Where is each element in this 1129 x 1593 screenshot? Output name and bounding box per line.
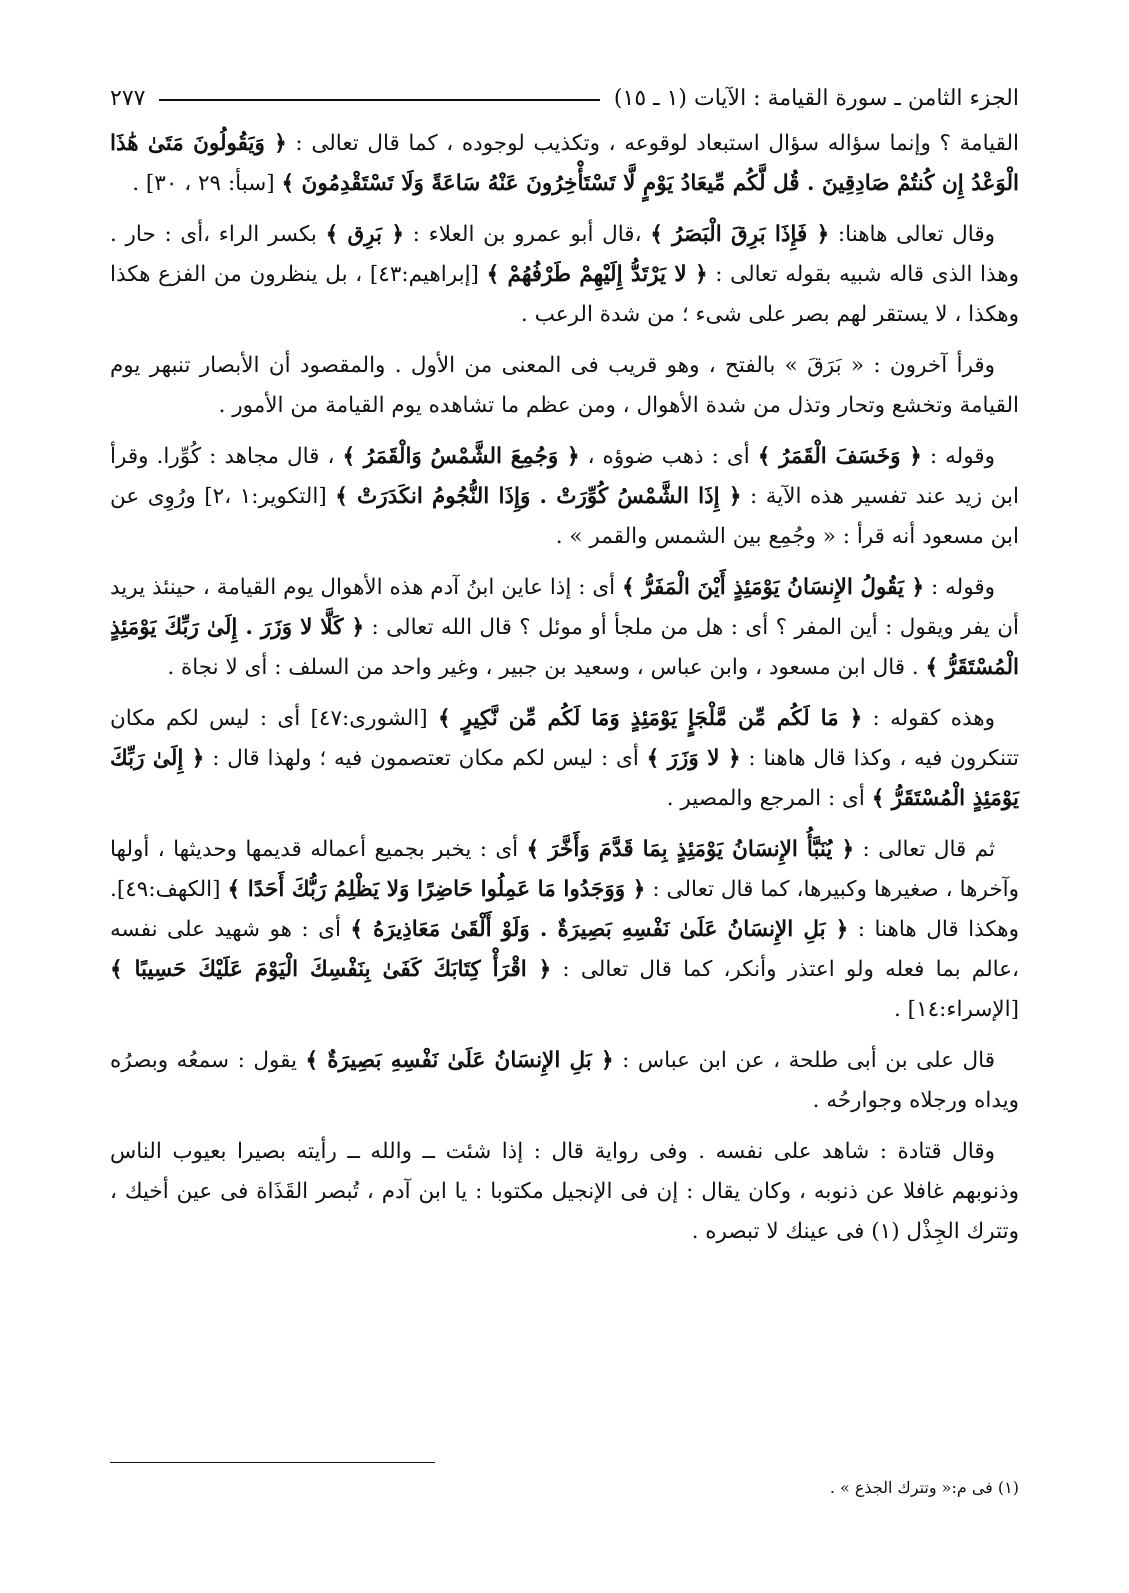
- quran-quote: ﴿ اقْرَأْ كِتَابَكَ كَفَىٰ بِنَفْسِكَ الْيَوْمَ عَلَيْكَ حَسِيبًا ﴾: [110, 957, 552, 982]
- text-run: [الإسراء:١٤] .: [894, 997, 1019, 1022]
- quran-quote: ﴿ وَجُمِعَ الشَّمْسُ وَالْقَمَرُ ﴾: [342, 444, 580, 469]
- text-run: وهذه كقوله :: [862, 706, 995, 731]
- paragraph: [110, 699, 1019, 819]
- paragraph: [110, 346, 1019, 426]
- quran-quote: ﴿ مَا لَكُم مِّن مَّلْجَإٍ يَوْمَئِذٍ وَمَا لَكُم مِّن نَّكِيرٍ ﴾: [437, 706, 863, 731]
- text-run: أى : ليس لكم مكان تعتصمون فيه ؛ ولهذا قال :: [204, 746, 647, 771]
- text-run: ، قال مجاهد : كُوِّرا. وقرأ ابن زيد عند تفسير هذه الآية :: [110, 444, 1020, 509]
- quran-quote: ﴿ وَخَسَفَ الْقَمَرُ ﴾: [757, 444, 922, 469]
- paragraph: [110, 568, 1019, 688]
- quran-quote: ﴿ لا وَزَرَ ﴾: [646, 746, 741, 771]
- quran-quote: ﴿ إِلَىٰ رَبِّكَ يَوْمَئِذٍ الْمُسْتَقَرُّ ﴾: [110, 746, 1019, 811]
- quran-quote: ﴿ بَرِق ﴾: [325, 222, 404, 247]
- header-rule: [159, 99, 599, 101]
- text-run: قال على بن أبى طلحة ، عن ابن عباس :: [613, 1048, 995, 1073]
- quran-quote: ﴿ كَلَّا لا وَزَرَ . إِلَىٰ رَبِّكَ يَوْمَئِذٍ الْمُسْتَقَرُّ ﴾: [110, 615, 1019, 680]
- paragraph: [110, 437, 1019, 557]
- text-run: وقوله :: [921, 444, 995, 469]
- text-run: أى : المرجع والمصير .: [666, 786, 872, 811]
- page-number: ٢٧٧: [110, 85, 146, 111]
- text-run: أى : يخبر بجميع أعماله قديمها وحديثها ، أولها وآخرها ، صغيرها وكبيرها، كما قال تعالى :: [110, 837, 1019, 902]
- running-header-title: الجزء الثامن ـ سورة القيامة : الآيات (١ ـ ١٥): [613, 85, 1019, 111]
- quran-quote: ﴿ فَإِذَا بَرِقَ الْبَصَرُ ﴾: [650, 222, 830, 247]
- quran-quote: ﴿ بَلِ الإِنسَانُ عَلَىٰ نَفْسِهِ بَصِيرَةٌ . وَلَوْ أَلْقَىٰ مَعَاذِيرَهُ ﴾: [350, 917, 849, 942]
- quran-quote: ﴿ وَوَجَدُوا مَا عَمِلُوا حَاضِرًا وَلا يَظْلِمُ رَبُّكَ أَحَدًا ﴾: [227, 877, 646, 902]
- text-run: بكسر الراء ،أى : حار . وهذا الذى قاله شبيه بقوله تعالى :: [110, 222, 1020, 287]
- paragraph: [110, 830, 1019, 1030]
- text-run: [التكوير:١ ،٢] ورُوِى عن ابن مسعود أنه قرأ : « وجُمِع بين الشمس والقمر » .: [110, 484, 1019, 549]
- text-run: وقوله :: [924, 575, 995, 600]
- footnote: (١) فى م:« وتترك الجذع » .: [829, 1478, 1019, 1497]
- paragraph: [110, 215, 1019, 335]
- quran-quote: ﴿ لا يَرْتَدُّ إِلَيْهِمْ طَرْفُهُمْ ﴾: [486, 262, 708, 287]
- text-run: أى : إذا عاين ابنُ آدم هذه الأهوال يوم القيامة ، حينئذ يريد أن يفر ويقول : أين المفر ؟ أى : هل من ملجأ أو موئل ؟ قال الله تعالى :: [110, 575, 1019, 640]
- quran-quote: ﴿ إِذَا الشَّمْسُ كُوِّرَتْ . وَإِذَا النُّجُومُ انكَدَرَتْ ﴾: [335, 484, 742, 509]
- text-run: ثم قال تعالى :: [854, 837, 995, 862]
- text-run: وقرأ آخرون : « بَرَقَ » بالفتح ، وهو قريب فى المعنى من الأول . والمقصود أن الأبصار تنبهر يوم القيامة وتخشع وتحار وتذل من شدة الأهوال ، ومن عظم ما تشاهده يوم القيامة من الأمور .: [110, 353, 1019, 418]
- paragraph: [110, 1132, 1019, 1252]
- quran-quote: ﴿ يَقُولُ الإِنسَانُ يَوْمَئِذٍ أَيْنَ الْمَفَرُّ ﴾: [622, 575, 925, 600]
- text-run: وقال قتادة : شاهد على نفسه . وفى رواية قال : إذا شئت ــ والله ــ رأيته بصيرا بعيوب الناس وذنوبهم غافلا عن ذنوبه ، وكان يقال : إن فى الإنجيل مكتوبا : يا ابن آدم ، تُبصر القَذَاة فى عين أخيك ، وتترك الجِذْل (١) فى عينك لا تبصره .: [110, 1139, 1019, 1244]
- quran-quote: ﴿ وَيَقُولُونَ مَتَىٰ هَٰذَا الْوَعْدُ إِن كُنتُمْ صَادِقِينَ . قُل لَّكُم مِّيعَادُ يَوْمٍ لَّا تَسْتَأْخِرُونَ عَنْهُ سَاعَةً وَلَا تَسْتَقْدِمُونَ ﴾: [110, 131, 1019, 196]
- text-run: [سبأ: ٢٩ ، ٣٠] .: [132, 171, 282, 196]
- paragraph: [110, 1041, 1019, 1121]
- text-run: القيامة ؟ وإنما سؤاله سؤال استبعاد لوقوعه ، وتكذيب لوجوده ، كما قال تعالى :: [286, 131, 1020, 156]
- quran-quote: ﴿ يُنَبَّأُ الإِنسَانُ يَوْمَئِذٍ بِمَا قَدَّمَ وَأَخَّرَ ﴾: [526, 837, 855, 862]
- text-run: أى : هو شهيد على نفسه ،عالم بما فعله ولو اعتذر وأنكر، كما قال تعالى :: [110, 917, 1019, 982]
- text-run: [الكهف:٤٩]. وهكذا قال هاهنا :: [110, 877, 1019, 942]
- quran-quote: ﴿ بَلِ الإِنسَانُ عَلَىٰ نَفْسِهِ بَصِيرَةٌ ﴾: [305, 1048, 614, 1073]
- footnote-rule: [110, 1462, 435, 1463]
- text-run: يقول : سمعُه وبصرُه ويداه ورجلاه وجوارحُه .: [110, 1048, 1019, 1113]
- text-run: وقال تعالى هاهنا:: [829, 222, 996, 247]
- paragraph: [110, 124, 1019, 204]
- text-run: [إبراهيم:٤٣] ، بل ينظرون من الفزع هكذا وهكذا ، لا يستقر لهم بصر على شىء ؛ من شدة الرعب .: [110, 262, 1019, 327]
- text-run: أى : ذهب ضوؤه ،: [579, 444, 758, 469]
- text-run: . قال ابن مسعود ، وابن عباس ، وسعيد بن جبير ، وغير واحد من السلف : أى لا نجاة .: [167, 655, 926, 680]
- body-text: [110, 124, 1019, 1252]
- text-run: ،قال أبو عمرو بن العلاء :: [403, 222, 651, 247]
- page-header: [110, 78, 1019, 118]
- text-run: [الشورى:٤٧] أى : ليس لكم مكان تتنكرون فيه ، وكذا قال هاهنا :: [110, 706, 1020, 771]
